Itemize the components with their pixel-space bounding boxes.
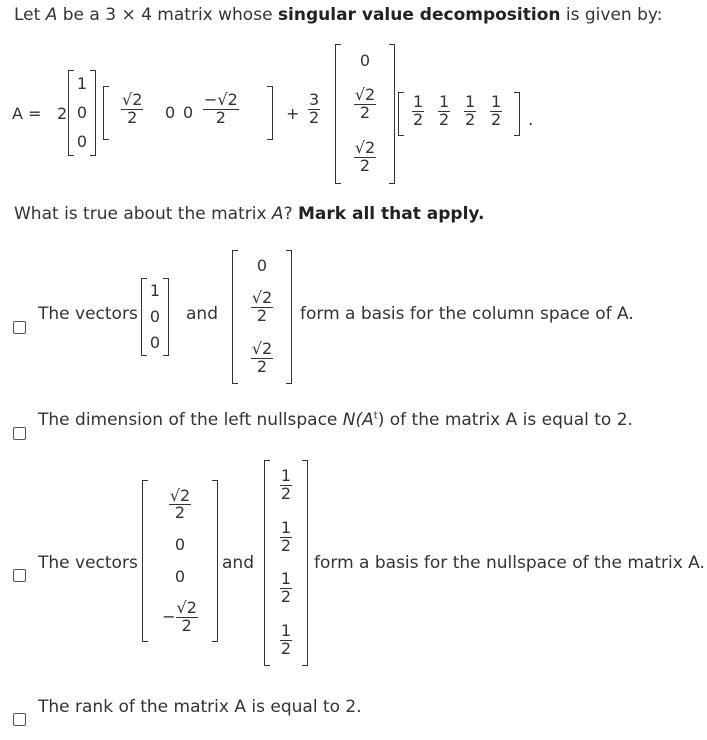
option-1-suffix: form a basis for the column space of A. [300, 304, 634, 324]
vector-entry: 0 [149, 307, 161, 326]
option-1-vector-1 [141, 278, 169, 356]
option-3-vector-1 [142, 480, 218, 642]
intro-text: Let A be a 3 × 4 matrix whose singular value decomposition is given by: [14, 5, 663, 25]
v1-den: 2 [215, 107, 226, 127]
u2-num: √2 [354, 138, 376, 158]
u2-den: 2 [359, 103, 371, 123]
vector-den: 2 [181, 615, 192, 635]
lhs-label: A = [12, 104, 42, 123]
vector-den: 2 [174, 503, 186, 523]
u1-entry: 0 [76, 102, 88, 122]
sigma2-den: 2 [309, 107, 320, 127]
vector-den: 2 [256, 357, 268, 377]
v2-num: 1 [439, 92, 450, 111]
option-1-checkbox[interactable] [13, 321, 26, 334]
v2-den: 2 [439, 109, 450, 129]
u2-vector [335, 44, 395, 184]
vector-entry: 0 [174, 535, 186, 555]
option-3-suffix: form a basis for the nullspace of the matrix A. [314, 553, 705, 573]
v1-num: −√2 [204, 90, 238, 109]
sigma2-num: 3 [309, 90, 320, 109]
u1-entry: 0 [76, 131, 88, 151]
vector-den: 2 [280, 638, 292, 658]
v2-num: 1 [413, 92, 424, 111]
vector-num: √2 [169, 485, 191, 505]
v1-num: √2 [122, 90, 143, 109]
minus-sign: − [162, 607, 176, 627]
vector-num: 1 [280, 466, 292, 486]
period: . [528, 110, 534, 130]
option-1-prefix: The vectors [38, 304, 138, 324]
u2-den: 2 [359, 156, 371, 176]
vector-num: √2 [251, 339, 273, 359]
v1-entry: 0 [183, 103, 194, 122]
option-3-checkbox[interactable] [13, 569, 26, 582]
v1-den: 2 [127, 107, 138, 127]
v2-den: 2 [465, 109, 476, 129]
vector-entry: 1 [149, 281, 161, 300]
option-2-checkbox[interactable] [13, 427, 26, 440]
option-1-vector-2 [232, 250, 292, 384]
u2-entry: 0 [359, 51, 371, 71]
vector-num: √2 [176, 597, 197, 617]
v2-den: 2 [413, 109, 424, 129]
question-text: What is true about the matrix A? Mark all that apply. [14, 204, 485, 224]
vector-num: 1 [280, 569, 292, 589]
u1-entry: 1 [76, 74, 88, 94]
vector-den: 2 [280, 484, 292, 504]
vector-num: 1 [280, 517, 292, 537]
option-3-prefix: The vectors [38, 553, 138, 573]
vector-num: √2 [251, 288, 273, 308]
v2-den: 2 [491, 109, 502, 129]
vector-entry: 0 [256, 256, 268, 276]
option-2-text: The dimension of the left nullspace $N(A^t)$ of the matrix A is equal to 2. [38, 410, 633, 430]
v2-row [398, 92, 520, 136]
v2-num: 1 [465, 92, 476, 111]
vector-num: 1 [280, 620, 292, 640]
u1-vector [68, 70, 96, 156]
sigma1: 2 [57, 104, 68, 123]
vector-den: 2 [256, 306, 268, 326]
option-1-and: and [186, 304, 218, 324]
v1-entry: 0 [165, 103, 176, 122]
vector-den: 2 [280, 535, 292, 555]
option-3-and: and [222, 553, 254, 573]
v1-row [103, 86, 273, 140]
vector-den: 2 [280, 587, 292, 607]
v2-num: 1 [491, 92, 502, 111]
u2-num: √2 [354, 85, 376, 105]
vector-entry: 0 [174, 566, 186, 586]
option-3-vector-2 [264, 460, 308, 666]
vector-entry: 0 [149, 333, 161, 352]
option-4-checkbox[interactable] [13, 713, 26, 726]
option-4-text: The rank of the matrix A is equal to 2. [38, 697, 362, 717]
plus-sign: + [286, 104, 300, 123]
